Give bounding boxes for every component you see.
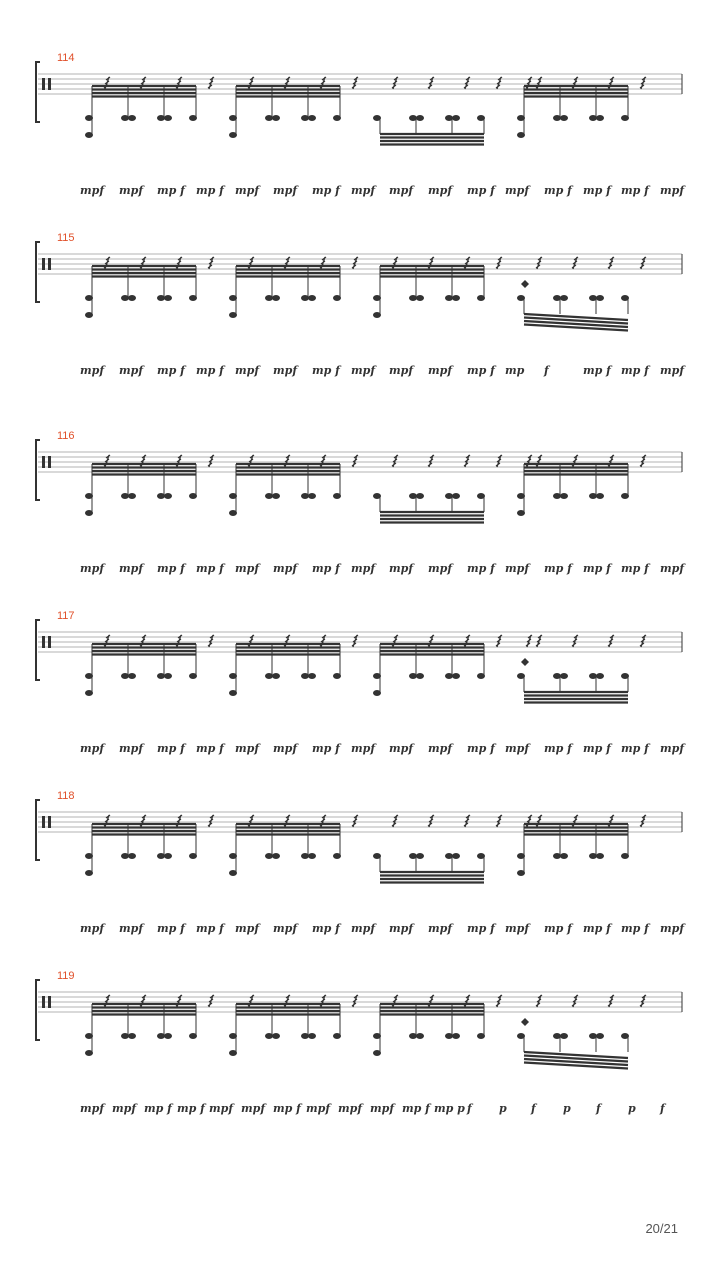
notehead [189,1033,197,1039]
dynamic-marking: mpf [80,742,105,755]
notehead [409,673,417,679]
notehead [560,1033,568,1039]
dynamic-marking: mp f [583,922,611,935]
percussion-clef [48,78,51,90]
notehead [121,295,129,301]
notehead [621,853,629,859]
notehead [621,295,629,301]
dynamic-marking: mpf [80,364,105,377]
notehead [189,853,197,859]
dynamic-marking: mpf [338,1102,363,1115]
dynamic-marking: mpf [119,562,144,575]
dynamic-marking: mp f [544,922,572,935]
notehead [164,295,172,301]
notehead [416,295,424,301]
notehead [164,1033,172,1039]
notehead [553,853,561,859]
notehead [265,673,273,679]
dynamic-marking: mp f [583,184,611,197]
notehead [157,673,165,679]
measure-number: 116 [57,430,75,442]
dynamic-marking: mpf [505,562,530,575]
notehead [265,493,273,499]
notehead [333,853,341,859]
dynamic-marking: mpf [235,562,260,575]
bracket [36,440,40,500]
notehead [301,673,309,679]
notehead [308,295,316,301]
percussion-clef [42,816,45,828]
staff-notation [30,796,690,906]
staff-system [30,52,690,228]
notehead [128,853,136,859]
dynamic-marking: mp f [157,364,185,377]
dynamic-marking: mp f [312,742,340,755]
measure-number: 114 [57,52,75,64]
notehead [477,673,485,679]
staff-notation [30,238,690,348]
dynamic-marking: mpf [119,184,144,197]
notehead [445,1033,453,1039]
percussion-clef [48,816,51,828]
notehead [409,1033,417,1039]
percussion-clef [48,258,51,270]
dynamic-marking: mp f [196,922,224,935]
dynamic-marking: mpf [119,922,144,935]
notehead [452,1033,460,1039]
notehead [452,493,460,499]
dynamic-marking: mp f [621,742,649,755]
dynamic-marking: mpf [389,562,414,575]
notehead [265,295,273,301]
notehead [621,673,629,679]
dynamic-marking: mpf [351,184,376,197]
dynamic-marking: mpf [505,922,530,935]
notehead [333,673,341,679]
bracket [36,980,40,1040]
notehead [272,115,280,121]
dynamic-marking: mp f [467,742,495,755]
staff-system [30,790,690,966]
percussion-clef [48,636,51,648]
dynamic-marking: mpf [119,364,144,377]
notehead [416,115,424,121]
dynamic-marking: mp f [157,742,185,755]
dynamic-marking: mpf [273,922,298,935]
notehead [553,295,561,301]
notehead [308,673,316,679]
dynamic-marking: mpf [235,184,260,197]
percussion-clef [48,996,51,1008]
notehead [121,493,129,499]
staff-system [30,610,690,786]
dynamic-marking: mpf [505,184,530,197]
dynamic-marking: mpf [273,364,298,377]
notehead [477,1033,485,1039]
bracket [36,620,40,680]
dynamic-marking: f [467,1102,472,1115]
notehead [272,673,280,679]
dynamic-marking: mpf [660,742,685,755]
percussion-clef [42,996,45,1008]
notehead [445,853,453,859]
notehead [301,115,309,121]
notehead [409,493,417,499]
notehead [157,295,165,301]
notehead [596,115,604,121]
notehead [553,1033,561,1039]
notehead [189,673,197,679]
dynamic-marking: mp f [621,562,649,575]
dynamic-marking: p [628,1102,636,1115]
dynamic-marking: mp f [621,184,649,197]
notehead [157,115,165,121]
dynamic-marking: mpf [273,184,298,197]
notehead [128,115,136,121]
notehead [409,853,417,859]
dynamic-marking: mp f [544,184,572,197]
notehead [560,673,568,679]
dynamic-marking: mpf [428,742,453,755]
dynamic-marking: mpf [306,1102,331,1115]
dynamic-marking: mpf [351,364,376,377]
dynamic-marking: f [596,1102,601,1115]
dynamic-marking: mp f [583,364,611,377]
dynamic-marking: mp f [467,184,495,197]
staff-notation [30,436,690,546]
notehead [596,493,604,499]
bracket [36,62,40,122]
notehead [189,115,197,121]
notehead [589,673,597,679]
dynamic-marking: mpf [119,742,144,755]
dynamic-marking: mpf [389,742,414,755]
notehead [308,1033,316,1039]
measure-number: 118 [57,790,75,802]
notehead [301,493,309,499]
notehead [517,295,525,301]
dynamic-marking: mpf [112,1102,137,1115]
percussion-clef [42,78,45,90]
notehead [452,295,460,301]
dynamics-row [80,922,690,938]
dynamic-marking: mp f [583,562,611,575]
staff-notation [30,58,690,168]
dynamic-marking: mp f [467,364,495,377]
notehead [373,853,381,859]
notehead [416,1033,424,1039]
notehead [409,115,417,121]
dynamic-marking: mp f [583,742,611,755]
notehead [272,1033,280,1039]
measure-number: 119 [57,970,75,982]
dynamic-marking: mpf [351,922,376,935]
notehead [553,493,561,499]
dynamic-marking: mpf [351,562,376,575]
percussion-clef [42,636,45,648]
dynamic-marking: mp f [467,562,495,575]
notehead [452,853,460,859]
notehead [308,493,316,499]
dynamics-row [80,562,690,578]
dynamic-marking: mpf [389,364,414,377]
dynamics-row [80,742,690,758]
dynamic-marking: mpf [660,184,685,197]
dynamic-marking: f [531,1102,536,1115]
notehead [621,493,629,499]
diamond-notehead [521,1018,529,1026]
notehead [272,493,280,499]
notehead [589,295,597,301]
percussion-clef [42,258,45,270]
notehead [157,1033,165,1039]
dynamic-marking: mp f [196,742,224,755]
dynamic-marking: mp f [144,1102,172,1115]
dynamic-marking: mp f [196,184,224,197]
dynamic-marking: mp f [312,562,340,575]
notehead [445,673,453,679]
dynamic-marking: mpf [80,184,105,197]
notehead [589,853,597,859]
staff-system [30,430,690,606]
dynamic-marking: mpf [428,184,453,197]
dynamic-marking: mpf [428,922,453,935]
notehead [373,115,381,121]
notehead [272,853,280,859]
notehead [445,493,453,499]
dynamic-marking: mpf [80,1102,105,1115]
notehead [308,853,316,859]
notehead [157,853,165,859]
dynamic-marking: mpf [235,742,260,755]
notehead [621,1033,629,1039]
staff-notation [30,976,690,1086]
dynamic-marking: mpf [241,1102,266,1115]
dynamic-marking: mp f [157,562,185,575]
dynamic-marking: p [499,1102,507,1115]
notehead [560,493,568,499]
dynamic-marking: mp f [467,922,495,935]
dynamics-row [80,1102,690,1118]
notehead [517,673,525,679]
notehead [121,115,129,121]
notehead [416,673,424,679]
dynamic-marking: mpf [80,562,105,575]
dynamic-marking: mpf [389,184,414,197]
dynamic-marking: mpf [389,922,414,935]
notehead [333,1033,341,1039]
dynamic-marking: mpf [660,364,685,377]
notehead [477,295,485,301]
notehead [589,115,597,121]
notehead [164,853,172,859]
measure-number: 115 [57,232,75,244]
dynamic-marking: mpf [273,562,298,575]
dynamic-marking: mp p [434,1102,465,1115]
notehead [265,115,273,121]
notehead [272,295,280,301]
notehead [560,115,568,121]
page-number: 20/21 [645,1221,678,1236]
dynamic-marking: p [563,1102,571,1115]
dynamic-marking: mpf [351,742,376,755]
dynamic-marking: mp f [312,184,340,197]
notehead [596,1033,604,1039]
notehead [333,493,341,499]
notehead [164,493,172,499]
dynamic-marking: mpf [273,742,298,755]
dynamic-marking: mp f [621,922,649,935]
dynamic-marking: f [660,1102,665,1115]
notehead [301,295,309,301]
notehead [452,673,460,679]
notehead [189,493,197,499]
notehead [416,853,424,859]
notehead [301,1033,309,1039]
dynamic-marking: mpf [660,562,685,575]
dynamic-marking: mpf [428,562,453,575]
staff-system [30,232,690,408]
notehead [477,493,485,499]
notehead [409,295,417,301]
bracket [36,242,40,302]
notehead [333,115,341,121]
dynamics-row [80,364,690,380]
notehead [553,673,561,679]
notehead [128,1033,136,1039]
notehead [121,673,129,679]
diamond-notehead [521,280,529,288]
dynamic-marking: mp f [196,562,224,575]
dynamic-marking: mpf [660,922,685,935]
notehead [308,115,316,121]
dynamic-marking: mp f [273,1102,301,1115]
dynamics-row [80,184,690,200]
notehead [553,115,561,121]
percussion-clef [48,456,51,468]
dynamic-marking: mpf [505,742,530,755]
dynamic-marking: mpf [80,922,105,935]
dynamic-marking: mp f [312,364,340,377]
notehead [164,115,172,121]
dynamic-marking: mp [505,364,525,377]
notehead [265,1033,273,1039]
notehead [121,1033,129,1039]
percussion-clef [42,456,45,468]
notehead [445,115,453,121]
dynamic-marking: mpf [209,1102,234,1115]
dynamic-marking: mp f [402,1102,430,1115]
dynamic-marking: mp f [544,742,572,755]
notehead [189,295,197,301]
dynamic-marking: mpf [370,1102,395,1115]
notehead [416,493,424,499]
bracket [36,800,40,860]
dynamic-marking: mp f [157,184,185,197]
notehead [517,1033,525,1039]
notehead [596,295,604,301]
notehead [596,673,604,679]
notehead [128,673,136,679]
notehead [560,295,568,301]
notehead [164,673,172,679]
staff-notation [30,616,690,726]
notehead [477,853,485,859]
dynamic-marking: mpf [235,364,260,377]
dynamic-marking: mp f [312,922,340,935]
notehead [333,295,341,301]
notehead [560,853,568,859]
notehead [589,1033,597,1039]
dynamic-marking: mp f [544,562,572,575]
dynamic-marking: f [544,364,549,377]
notehead [121,853,129,859]
dynamic-marking: mp f [196,364,224,377]
notehead [128,493,136,499]
notehead [373,493,381,499]
diamond-notehead [521,658,529,666]
notehead [265,853,273,859]
notehead [445,295,453,301]
notehead [589,493,597,499]
notehead [128,295,136,301]
notehead [157,493,165,499]
notehead [596,853,604,859]
notehead [452,115,460,121]
measure-number: 117 [57,610,75,622]
dynamic-marking: mpf [428,364,453,377]
dynamic-marking: mpf [235,922,260,935]
notehead [477,115,485,121]
notehead [301,853,309,859]
dynamic-marking: mp f [177,1102,205,1115]
dynamic-marking: mp f [621,364,649,377]
notehead [621,115,629,121]
staff-system [30,970,690,1146]
dynamic-marking: mp f [157,922,185,935]
